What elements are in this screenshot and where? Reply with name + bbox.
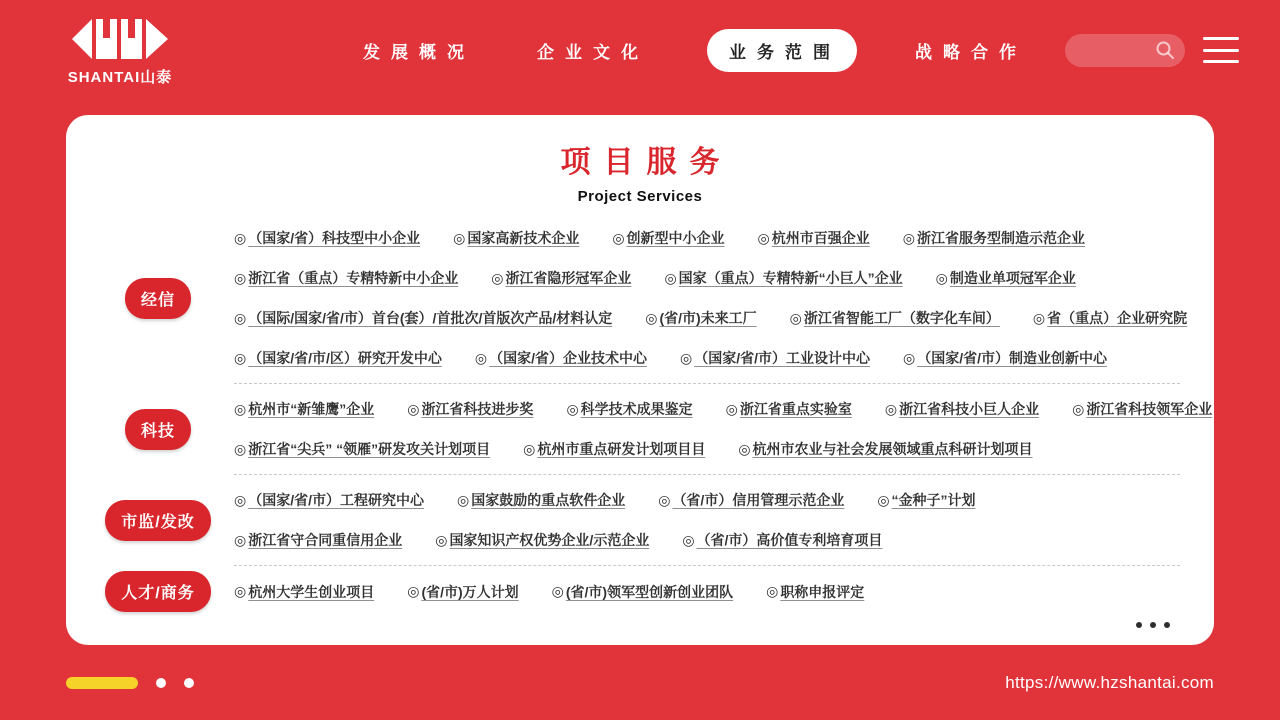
bullet-icon: ◎ — [680, 349, 693, 366]
bullet-icon: ◎ — [766, 583, 779, 599]
brand-name: SHANTAI山泰 — [67, 68, 173, 86]
section-rencai-shangwu — [82, 571, 1198, 612]
service-item[interactable]: ◎ 国家知识产权优势企业/示范企业 — [435, 531, 650, 548]
service-item[interactable]: ◎ 浙江省服务型制造示范企业 — [902, 229, 1085, 246]
service-item[interactable]: ◎ （国家/省）科技型中小企业 — [234, 229, 421, 246]
footer — [0, 645, 1280, 720]
bullet-icon: ◎ — [664, 269, 677, 286]
nav-item-cooperation[interactable]: 战略合作 — [915, 42, 1027, 62]
services-content — [82, 218, 1213, 612]
service-item[interactable]: ◎ 浙江省科技小巨人企业 — [884, 400, 1040, 417]
service-item[interactable]: ◎ 浙江省（重点）专精特新中小企业 — [234, 269, 459, 286]
bullet-icon: ◎ — [234, 349, 247, 366]
service-item[interactable]: ◎ 浙江省科技领军企业 — [1072, 400, 1213, 417]
service-item[interactable]: ◎ 国家鼓励的重点软件企业 — [457, 491, 626, 508]
service-line — [234, 480, 1198, 520]
category-badge-rencai-shangwu: 人才/商务 — [105, 571, 210, 612]
brand-logo-icon — [70, 14, 170, 64]
service-item[interactable]: ◎ （国家/省/市/区）研究开发中心 — [234, 349, 442, 366]
bullet-icon: ◎ — [234, 440, 247, 457]
bullet-icon: ◎ — [474, 349, 488, 366]
bullet-icon: ◎ — [566, 400, 579, 417]
bullet-icon: ◎ — [457, 491, 470, 508]
service-line — [234, 520, 1198, 560]
service-item[interactable]: ◎ （国家/省）企业技术中心 — [474, 349, 647, 366]
service-line — [234, 298, 1198, 338]
service-item[interactable]: ◎ 杭州市农业与社会发展领域重点科研计划项目 — [738, 440, 1033, 457]
section-divider — [82, 565, 1198, 566]
bullet-icon: ◎ — [407, 400, 420, 417]
service-line — [234, 572, 1198, 612]
category-badge-shijian-fagai: 市监/发改 — [105, 500, 210, 541]
pager-dot[interactable] — [156, 678, 166, 688]
bullet-icon: ◎ — [757, 229, 770, 246]
section-shijian-fagai — [82, 480, 1198, 560]
bullet-icon: ◎ — [789, 309, 802, 326]
service-item[interactable]: ◎ (省/市)万人计划 — [407, 583, 519, 600]
service-item[interactable]: ◎ （省/市）信用管理示范企业 — [658, 491, 845, 508]
menu-icon[interactable] — [1203, 37, 1239, 63]
service-item[interactable]: ◎ “金种子”计划 — [877, 491, 976, 508]
bullet-icon: ◎ — [902, 229, 915, 246]
bullet-icon: ◎ — [234, 491, 247, 508]
service-item[interactable]: ◎ (省/市)未来工厂 — [645, 309, 757, 326]
bullet-icon: ◎ — [738, 440, 751, 457]
bullet-icon: ◎ — [234, 269, 247, 286]
service-item[interactable]: ◎ 浙江省科技进步奖 — [407, 400, 534, 417]
service-item[interactable]: ◎ 浙江省守合同重信用企业 — [234, 531, 403, 548]
bullet-icon: ◎ — [658, 491, 671, 508]
service-item[interactable]: ◎ 杭州市百强企业 — [757, 229, 870, 246]
bullet-icon: ◎ — [523, 440, 536, 457]
service-item[interactable]: ◎ 杭州市“新雏鹰”企业 — [234, 400, 375, 417]
service-item[interactable]: ◎ （国际/国家/省/市）首台(套）/首批次/首版次产品/材料认定 — [234, 309, 613, 326]
service-line — [234, 429, 1198, 469]
bullet-icon: ◎ — [407, 583, 420, 599]
pager-active-indicator[interactable] — [66, 677, 138, 689]
bullet-icon: ◎ — [551, 583, 564, 599]
service-item[interactable]: ◎ 浙江省“尖兵” “领雁”研发攻关计划项目 — [234, 440, 491, 457]
service-line — [234, 258, 1198, 298]
bullet-icon: ◎ — [903, 349, 916, 366]
carousel-pager — [66, 677, 194, 689]
more-ellipsis-icon — [1136, 622, 1170, 628]
service-item[interactable]: ◎ （国家/省/市）工程研究中心 — [234, 491, 424, 508]
service-item[interactable]: ◎ 浙江省隐形冠军企业 — [491, 269, 632, 286]
service-line — [234, 389, 1213, 429]
bullet-icon: ◎ — [234, 400, 247, 417]
section-jingxin — [82, 218, 1198, 378]
page-title: 项目服务 — [560, 146, 733, 179]
bullet-icon: ◎ — [491, 269, 504, 286]
bullet-icon: ◎ — [1032, 309, 1046, 326]
section-keji — [82, 389, 1213, 469]
category-badge-keji: 科技 — [125, 409, 191, 450]
bullet-icon: ◎ — [725, 400, 738, 417]
nav-item-business-scope[interactable]: 业务范围 — [707, 29, 857, 72]
service-item[interactable]: ◎ 浙江省重点实验室 — [725, 400, 852, 417]
category-badge-jingxin: 经信 — [125, 278, 191, 319]
section-divider — [82, 383, 1198, 384]
nav-item-culture[interactable]: 企业文化 — [537, 42, 649, 62]
bullet-icon: ◎ — [612, 229, 625, 246]
service-item[interactable]: ◎ 杭州大学生创业项目 — [234, 583, 375, 600]
service-item[interactable]: ◎ (省/市)领军型创新创业团队 — [551, 583, 734, 600]
service-item[interactable]: ◎ 职称申报评定 — [766, 583, 865, 600]
service-item[interactable]: ◎ 杭州市重点研发计划项目目 — [523, 440, 706, 457]
service-item[interactable]: ◎ （省/市）高价值专利培育项目 — [682, 531, 883, 548]
bullet-icon: ◎ — [435, 531, 448, 548]
bullet-icon: ◎ — [234, 229, 247, 246]
bullet-icon: ◎ — [453, 229, 466, 246]
bullet-icon: ◎ — [234, 583, 247, 599]
bullet-icon: ◎ — [1072, 400, 1085, 417]
service-item[interactable]: ◎ 省（重点）企业研究院 — [1032, 309, 1188, 326]
project-services-card — [66, 115, 1214, 645]
bullet-icon: ◎ — [234, 531, 247, 548]
service-item[interactable]: ◎ （国家/省/市）工业设计中心 — [680, 349, 870, 366]
page-subtitle: Project Services — [577, 188, 703, 205]
bullet-icon: ◎ — [935, 269, 948, 286]
section-divider — [82, 474, 1198, 475]
bullet-icon: ◎ — [884, 400, 898, 417]
bullet-icon: ◎ — [645, 309, 658, 326]
bullet-icon: ◎ — [682, 531, 695, 548]
search-icon[interactable] — [1155, 40, 1175, 60]
service-line — [234, 338, 1198, 378]
service-line — [234, 218, 1198, 258]
header — [0, 0, 1280, 100]
pager-dot[interactable] — [184, 678, 194, 688]
bullet-icon: ◎ — [234, 309, 247, 326]
service-item[interactable]: ◎ （国家/省/市）制造业创新中心 — [903, 349, 1107, 366]
service-item[interactable]: ◎ 国家高新技术企业 — [453, 229, 580, 246]
search-box[interactable] — [1065, 34, 1185, 67]
service-item[interactable]: ◎ 制造业单项冠军企业 — [935, 269, 1076, 286]
service-item[interactable]: ◎ 浙江省智能工厂（数字化车间） — [789, 309, 1000, 326]
bullet-icon: ◎ — [877, 491, 890, 508]
service-item[interactable]: ◎ 国家（重点）专精特新“小巨人”企业 — [664, 269, 903, 286]
service-item[interactable]: ◎ 创新型中小企业 — [612, 229, 725, 246]
brand-logo[interactable] — [66, 14, 174, 87]
main-nav — [359, 29, 1031, 72]
site-url: https://www.hzshantai.com — [1005, 672, 1214, 692]
nav-item-development[interactable]: 发展概况 — [363, 42, 475, 62]
search-input[interactable] — [1065, 34, 1155, 67]
service-item[interactable]: ◎ 科学技术成果鉴定 — [566, 400, 693, 417]
